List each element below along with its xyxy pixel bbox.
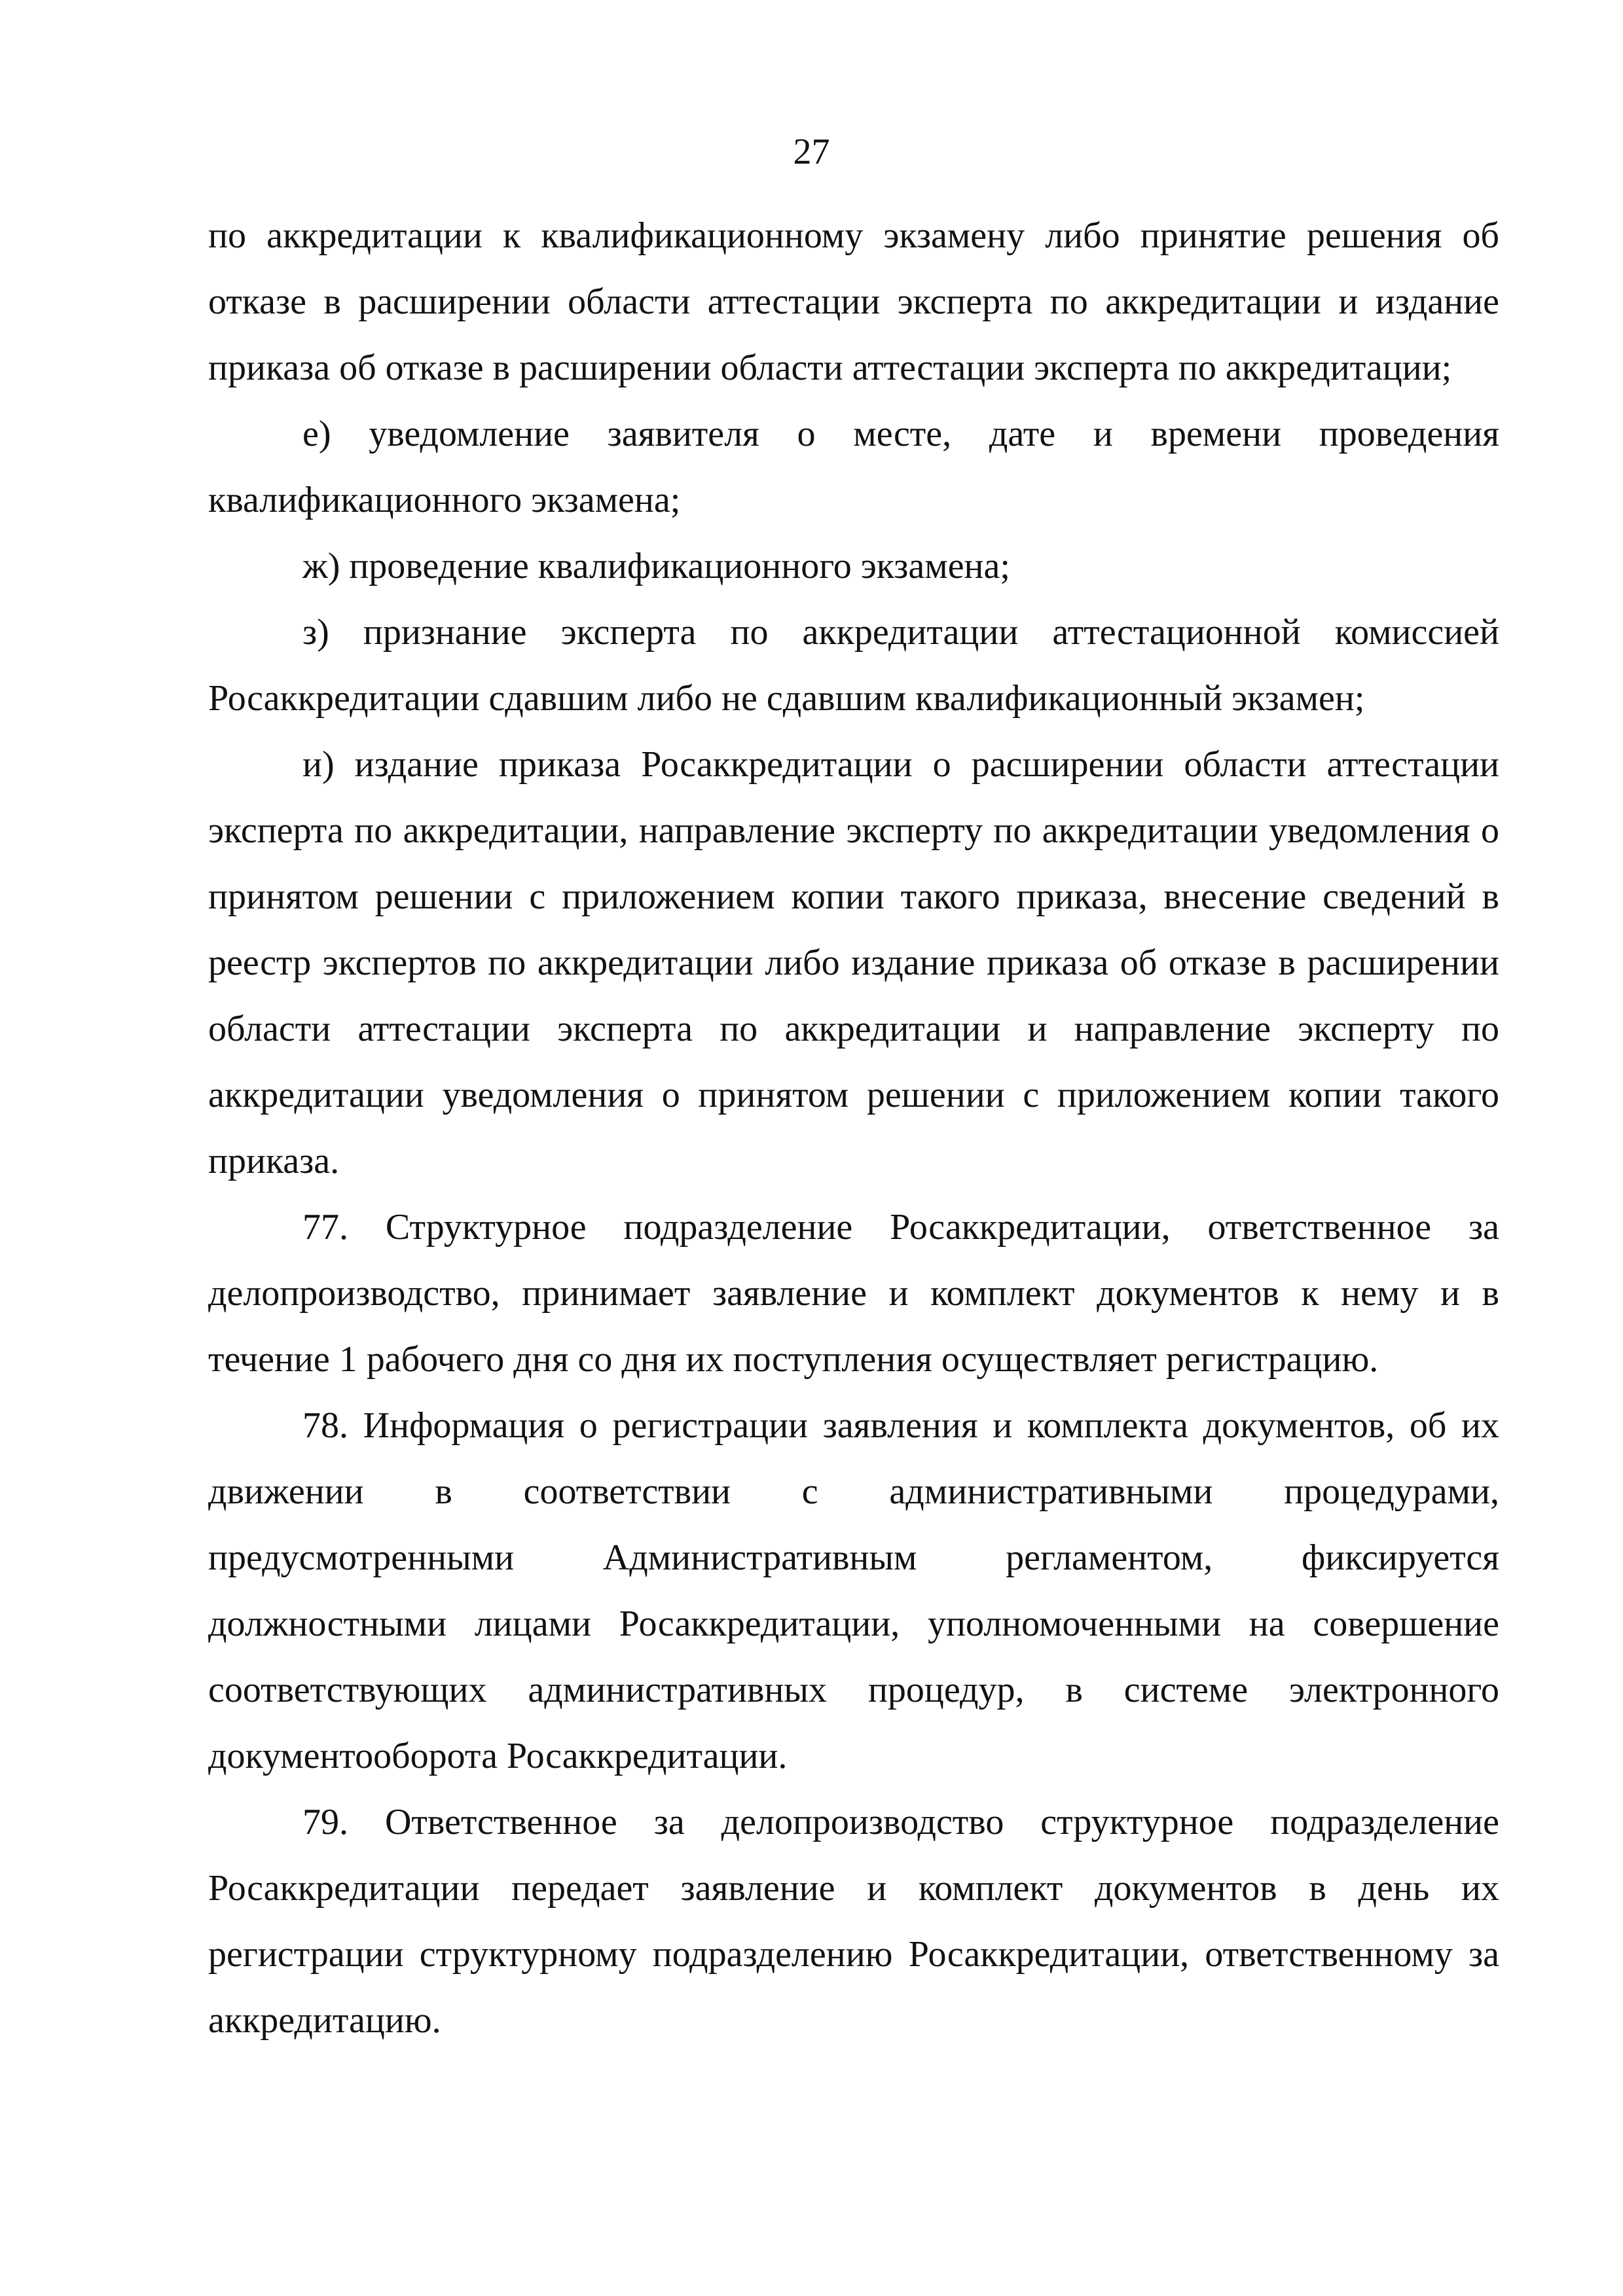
list-item-zh: ж) проведение квалификационного экзамена;	[302, 546, 1010, 586]
page-number: 27	[793, 132, 830, 172]
paragraph-79: 79. Ответственное за делопроизводство структурное подразделение Росаккредитации передает заявление и комплект документов в день их регистрации структурному подразделению Росаккредитации, ответственному за аккредитацию.	[208, 1802, 1499, 2041]
paragraph-78: 78. Информация о регистрации заявления и комплекта документов, об их движении в соответствии с административными процедурами, предусмотренными Административным регламентом, фиксируется должностными лицами Росаккредитации, уполномоченными на совершение соответствующих административных процедур, в системе электронного документооборота Росаккредитации.	[208, 1405, 1499, 1776]
list-item-e: е) уведомление заявителя о месте, дате и времени проведения квалификационного экзамена;	[208, 414, 1499, 520]
paragraph-77: 77. Структурное подразделение Росаккредитации, ответственное за делопроизводство, принимает заявление и комплект документов к нему и в течение 1 рабочего дня со дня их поступления осуществляет регистрацию.	[208, 1207, 1499, 1380]
document-body	[208, 203, 1499, 2054]
list-item-i: и) издание приказа Росаккредитации о расширении области аттестации эксперта по аккредитации, направление эксперту по аккредитации уведомления о принятом решении с приложением копии такого приказа, внесение сведений в реестр экспертов по аккредитации либо издание приказа об отказе в расширении области аттестации эксперта по аккредитации и направление эксперту по аккредитации уведомления о принятом решении с приложением копии такого приказа.	[208, 744, 1499, 1181]
list-item-z: з) признание эксперта по аккредитации аттестационной комиссией Росаккредитации сдавшим либо не сдавшим квалификационный экзамен;	[208, 612, 1499, 719]
paragraph-continuation: по аккредитации к квалификационному экзамену либо принятие решения об отказе в расширении области аттестации эксперта по аккредитации и издание приказа об отказе в расширении области аттестации эксперта по аккредитации;	[208, 215, 1499, 388]
